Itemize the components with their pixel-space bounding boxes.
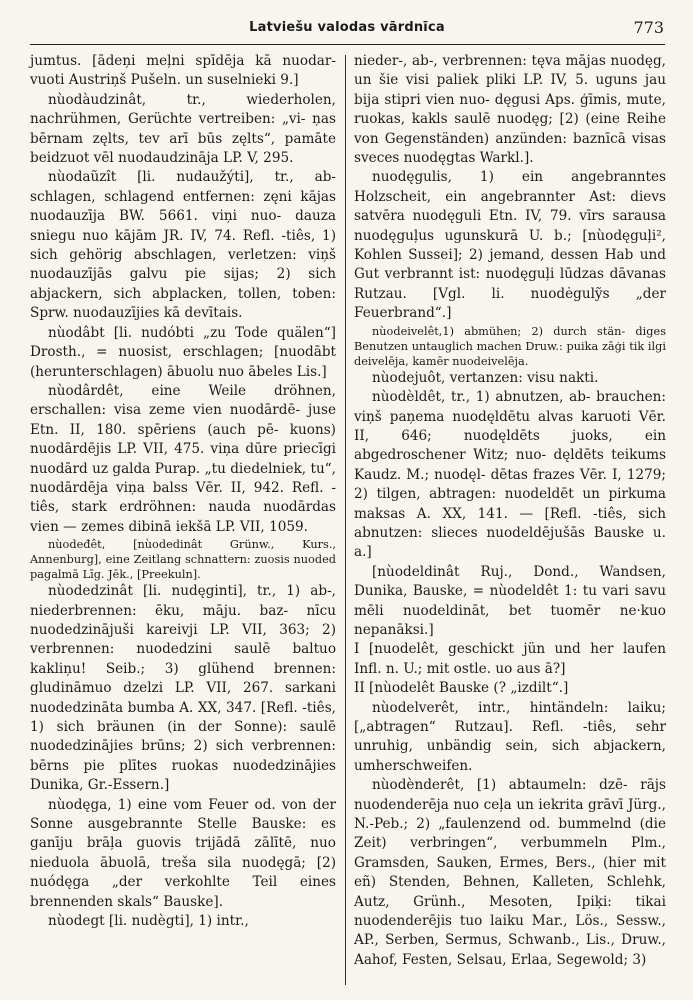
page-number: 773: [633, 18, 664, 37]
running-title: Latviešu valodas vārdnīca: [249, 20, 445, 35]
page-header: [30, 18, 664, 42]
dictionary-entry: nùodaũzît [li. nudaužýti], tr., ab- schlagen, schlagend entfernen: zęni kājas nuodauzīja BW. 5661. viņi nuo- dauza sniegu nuo kājām JR. IV, 74. Refl. -tiês, 1) sich gehörig abschlagen, verletzen: viņš nuodauzījās galvu pie sijas; 2) sich abjackern, sich abplacken, tollen, toben: Sprw. nuodauzījies kā devītais.: [30, 169, 336, 322]
dictionary-entry: nùodènderêt, [1) abtaumeln: dzē- rājs nuodenderēja nuo ceļa un iekrita grāvī Jürg., N.-Peb.; 2) „faulenzend od. bummelnd (die Zeit) verbringen“, verbummeln Plm., Gramsden, Sauken, Ermes, Bers., (hier mit eñ) Stenden, Behnen, Kalleten, Schlehk, Autz, Grünh., Mesoten, Ipiķi: tikai nuodenderējis tuo laiku Mar., Lös., Sessw., AP., Serben, Sermus, Schwanb., Lis., Druw., Aahof, Festen, Selsau, Erlaa, Segewold; 3): [354, 777, 666, 968]
dictionary-entry: nùodegt [li. nudègti], 1) intr.,: [48, 913, 249, 930]
left-column: [30, 52, 336, 931]
dictionary-entry: nùodeivelêt,1) abmühen; 2) durch stän- diges Benutzen untauglich machen Druw.: puika zāģi tik ilgi deivelēja, kamēr nuodeivelēja.: [354, 324, 666, 368]
right-column: [354, 52, 666, 970]
dictionary-entry: nùodàudzinât, tr., wiederholen, nachrühmen, Gerüchte vertreiben: „vi- ņas bērnam zęlts, tev arī būs zęlts“, pamāte beidzuot vēl nuodaudzināja LP. V, 295.: [30, 91, 336, 167]
dictionary-entry: I [nuodelêt, geschickt jün und her laufen Infl. n. U.; mit ostle. uo aus ā?]: [354, 641, 666, 677]
dictionary-entry: nùodârdêt, eine Weile dröhnen, erschallen: visa zeme vien nuodārdē- juse Etn. II, 180. spēriens (auch pē- kuons) nuodārdējis LP. VII, 475. viņa dūre priecīgi nuodārd uz galda Purap. „tu diedelniek, tu“, nuodārdēja viņa balss Vēr. II, 942. Refl. -tiês, stark erdröhnen: nauda nuodārdas vien — zemes dibinā iekšā LP. VII, 1059.: [30, 382, 336, 535]
dictionary-entry: nieder-, ab-, verbrennen: tęva mājas nuodęg, un šie visi paliek pliki LP. IV, 5. uguns jau bija stipri vien nuo- dęgusi Aps. ģīmis, mute, ruokas, kakls saulē nuodęg; [2) (eine Reihe von Gegenständen) anzünden: baznīcā visas sveces nuodęgtas Warkl.].: [354, 53, 666, 167]
dictionary-entry: nùodejuôt, vertanzen: visu nakti.: [372, 369, 599, 386]
column-divider: [345, 55, 346, 985]
dictionary-entry: II [nùodelêt Bauske (? „izdilt“.]: [354, 680, 569, 697]
dictionary-entry: nùodeđêt, [nùodedinât Grünw., Kurs., Annenburg], eine Zeitlang schnattern: zuosis nuoded pagalmā Līg. Jēk., [Preekuln].: [30, 538, 336, 582]
dictionary-entry: nuodęgulis, 1) ein angebranntes Holzscheit, ein angebrannter Ast: dievs satvēra nuodęguli Etn. IV, 79. vīrs sarausa nuodęguļus ugunskurā U. b.; [nùodęguļi², Kohlen Sussei]; 2) jemand, dessen Hab und Gut verbrannt ist: nuodęguļi lūdzas dāvanas Rutzau. [Vgl. li. nuodėgulỹs „der Feuerbrand“.]: [354, 169, 666, 322]
dictionary-entry: nùodèldêt, tr., 1) abnutzen, ab- brauchen: viņš paņema nuodęldētu alvas karuoti Vēr. II, 646; nuodęldēts juoks, ein abgedroschener Witz; nuo- dęldēts teikums Kaudz. M.; nuodęl- dētas frazes Vēr. I, 1279; 2) tilgen, abtragen: nuodeldēt un pirkuma maksas A. XX, 141. — [Refl. -tiês, sich abnutzen: slieces nuodeldējušās Bauske u. a.]: [354, 389, 666, 561]
dictionary-entry: nùodedzinât [li. nudęginti], tr., 1) ab-, niederbrennen: ēku, māju. baz- nīcu nuodedzinājuši kareivji LP. VII, 363; 2) verbrennen: nuodedzini saulē baltuo kakliņu! Seib.; 3) glühend brennen: gludināmuo dzelzi LP. VII, 267. sarkani nuodedzināta bumba A. XX, 347. [Refl. -tiês, 1) sich bräunen (in der Sonne): saulē nuodedzinājies brūns; 2) sich verbrennen: bērns pie plītes ruokas nuodedzinājies Dunika, Gr.-Essern.]: [30, 583, 336, 794]
dictionary-entry: jumtus. [ādeņi meļni spīdēja kā nuodar- vuoti Austriņš Pušeln. un suselnieki 9.]: [30, 53, 336, 89]
dictionary-entry: nùodâbt [li. nudóbti „zu Tode quälen“] Drosth., = nuosist, erschlagen; [nuodābt (herunterschlagen) ābuolu nuo ābeles Lis.]: [30, 324, 336, 380]
dictionary-entry: nùodelverêt, intr., hintändeln: laiku; [„abtragen“ Rutzau]. Refl. -tiês, sehr unruhig, unbändig sein, sich abjackern, umherschweifen.: [354, 699, 666, 774]
header-rule: [30, 44, 665, 45]
dictionary-entry: [nùodeldinât Ruj., Dond., Wandsen, Dunika, Bauske, = nùodeldêt 1: tu vari savu mēli nuodeldināt, bet tuomēr ne·kuo nepanāksi.]: [354, 563, 666, 638]
dictionary-entry: nùodęga, 1) eine vom Feuer od. von der Sonne ausgebrannte Stelle Bauske: es ganīju brāļa guovis trijādā zālītē, nuo nieduola ābuolā, treša sila nuodęgā; [2) nuódęga „der verkohlte Teil eines brennenden skals“ Bauske].: [30, 796, 336, 910]
